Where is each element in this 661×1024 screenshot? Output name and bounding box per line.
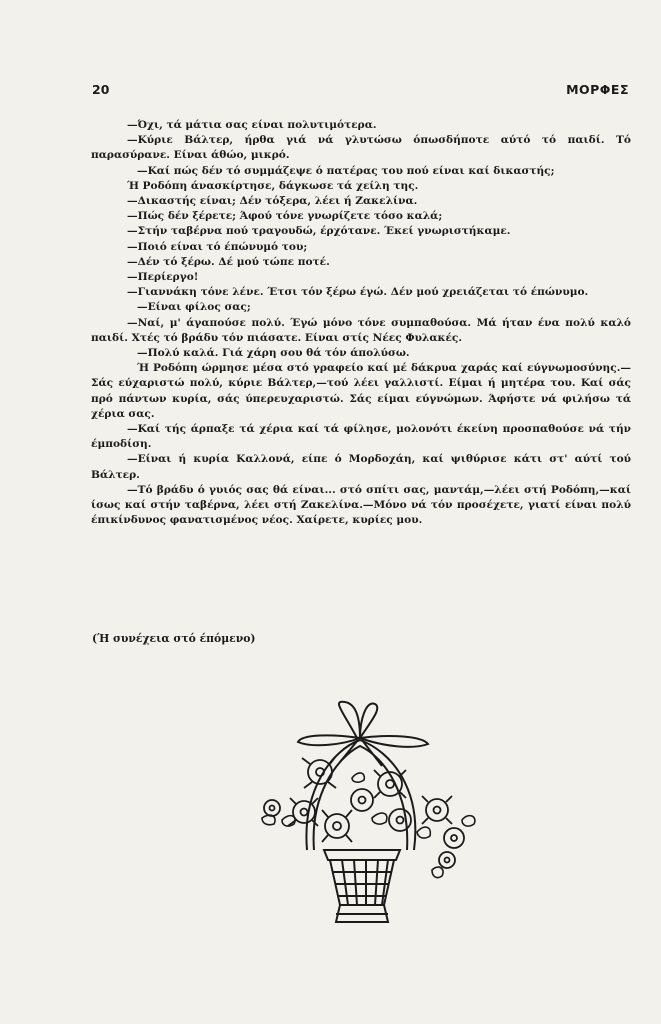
paragraph: —Είναι ή κυρία Καλλονά, είπε ό Μορδοχάη, καί ψιθύρισε κάτι στ' αύτί τού Βάλτερ.	[91, 453, 631, 481]
story-text	[91, 118, 631, 528]
paragraph: —Πώς δέν ξέρετε; Άφού τόνε γνωρίζετε τόσο καλά;	[127, 210, 443, 223]
journal-title: ΜΟΡΦΕΣ	[566, 82, 629, 97]
paragraph: —Περίεργο!	[127, 271, 199, 284]
paragraph: —Στήν ταβέρνα πού τραγουδώ, έρχότανε. Έκεί γνωριστήκαμε.	[127, 225, 511, 238]
paragraph: —Ναί, μ' άγαπούσε πολύ. Έγώ μόνο τόνε συμπαθούσα. Μά ήταν ένα πολύ καλό παιδί. Χτές τό βράδυ τόν πιάσατε. Είναι στίς Νέες Φυλακές.	[91, 316, 631, 344]
paragraph: —Γιαννάκη τόνε λένε. Έτσι τόν ξέρω έγώ. Δέν μού χρειάζεται τό έπώνυμο.	[127, 286, 589, 299]
page-number: 20	[92, 82, 110, 97]
paragraph: —Δέν τό ξέρω. Δέ μού τώπε ποτέ.	[127, 255, 330, 268]
paragraph: —Κύριε Βάλτερ, ήρθα γιά νά γλυτώσω όπωσδήποτε αύτό τό παιδί. Τό παρασύρανε. Είναι άθώο, μικρό.	[91, 134, 631, 162]
paragraph: —Δικαστής είναι; Δέν τόξερα, λέει ή Ζακελίνα.	[127, 195, 418, 208]
paragraph: —Είναι φίλος σας;	[137, 301, 251, 314]
paragraph: —Καί τής άρπαξε τά χέρια καί τά φίλησε, μολονότι έκείνη προσπαθούσε νά τήν έμποδίση.	[91, 423, 631, 451]
paragraph: —Όχι, τά μάτια σας είναι πολυτιμότερα.	[127, 119, 377, 131]
paragraph: Ή Ροδόπη ώρμησε μέσα στό γραφείο καί μέ δάκρυα χαράς καί εύγνωμοσύνης.—Σάς εύχαριστώ πολύ, κύριε Βάλτερ,—τού λέει γαλλιστί. Είμαι ή μητέρα του. Καί σάς πρό πάντων κυρία, σάς ύπερευχαριστώ. Σάς είμαι εύγνώμων. Άφήστε νά φιλήσω τά χέρια σας.	[91, 362, 631, 420]
paragraph: —Καί πώς δέν τό συμμάζεψε ό πατέρας του πού είναι καί δικαστής;	[137, 164, 555, 177]
page-header	[92, 82, 629, 102]
flower-basket-icon	[232, 700, 492, 935]
continued-note: (Ή συνέχεια στό έπόμενο)	[92, 632, 256, 645]
paragraph: Ή Ροδόπη άνασκίρτησε, δάγκωσε τά χείλη της.	[127, 179, 419, 192]
paragraph: —Ποιό είναι τό έπώνυμό του;	[127, 240, 308, 253]
paragraph: —Τό βράδυ ό γυιός σας θά είναι... στό σπίτι σας, μαντάμ,—λέει στή Ροδόπη,—καί ίσως καί στήν ταβέρνα, λέει στή Ζακελίνα.—Μόνο νά τόν προσέχετε, γιατί είναι πολύ έπικίνδυνος φανατισμένος νέος. Χαίρετε, κυρίες μου.	[91, 483, 631, 527]
paragraph: —Πολύ καλά. Γιά χάρη σου θά τόν άπολύσω.	[137, 347, 410, 360]
